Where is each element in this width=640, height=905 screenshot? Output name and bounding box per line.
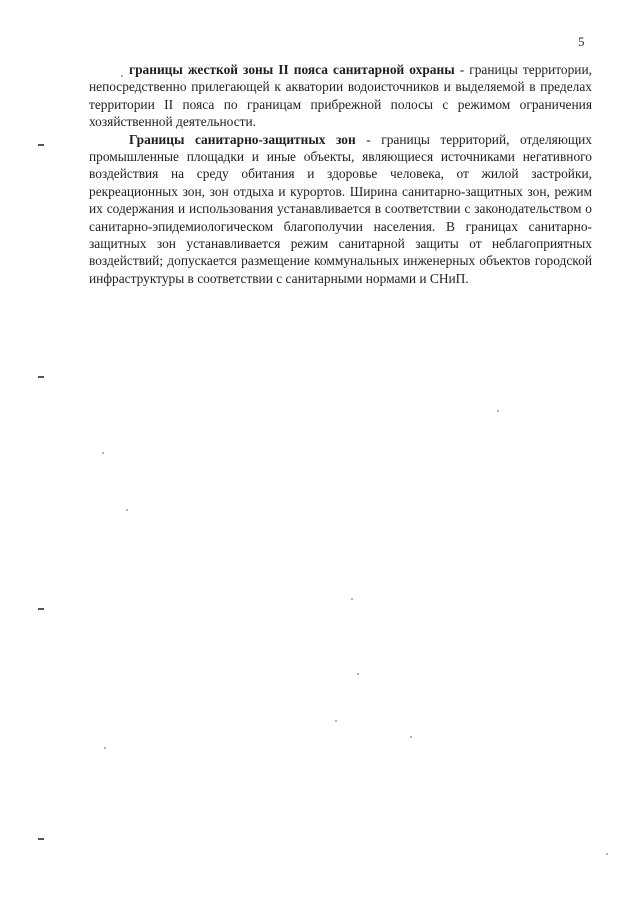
- scan-speck: [357, 673, 359, 675]
- scan-speck: [497, 410, 499, 412]
- scan-margin-mark: [38, 376, 44, 378]
- scan-speck: [102, 452, 104, 454]
- page-number: 5: [578, 34, 585, 49]
- scan-margin-mark: [38, 144, 44, 146]
- document-body: [89, 61, 592, 287]
- definition-zone-ii-belt: - границы территории, непосредственно прилегающей к акватории водоисточников и выделяемой в пределах территории II пояса по границам прибрежной полосы с режимом ограничения хозяйственной деятельности.: [89, 62, 592, 130]
- scan-margin-mark: [38, 608, 44, 610]
- scan-speck: [606, 853, 608, 855]
- scan-speck: [104, 747, 106, 749]
- scan-speck: [126, 509, 128, 511]
- scan-speck: [410, 736, 412, 738]
- scan-speck: [121, 75, 123, 77]
- definition-sanitary-zones: - границы территорий, отделяющих промышленные площадки и иные объекты, являющиеся источниками негативного воздействия на среду обитания и здоровье человека, от жилой застройки, рекреационных зон, зон отдыха и курортов. Ширина санитарно-защитных зон, режим их содержания и использования устанавливается в соответствии с законодательством о санитарно-эпидемиологическом благополучии населения. В границах санитарно-защитных зон устанавливается режим санитарной защиты от неблагоприятных воздействий; допускается размещение коммунальных инженерных объектов городской инфраструктуры в соответствии с санитарными нормами и СНиП.: [89, 131, 592, 286]
- scan-speck: [335, 720, 337, 722]
- paragraph-zone-ii-belt: [89, 61, 592, 131]
- scan-margin-mark: [38, 838, 44, 840]
- paragraph-sanitary-zones: [89, 131, 592, 288]
- term-zone-ii-belt: границы жесткой зоны II пояса санитарной охраны: [129, 62, 455, 77]
- scan-speck: [351, 598, 353, 600]
- term-sanitary-zones: Границы санитарно-защитных зон: [129, 131, 356, 147]
